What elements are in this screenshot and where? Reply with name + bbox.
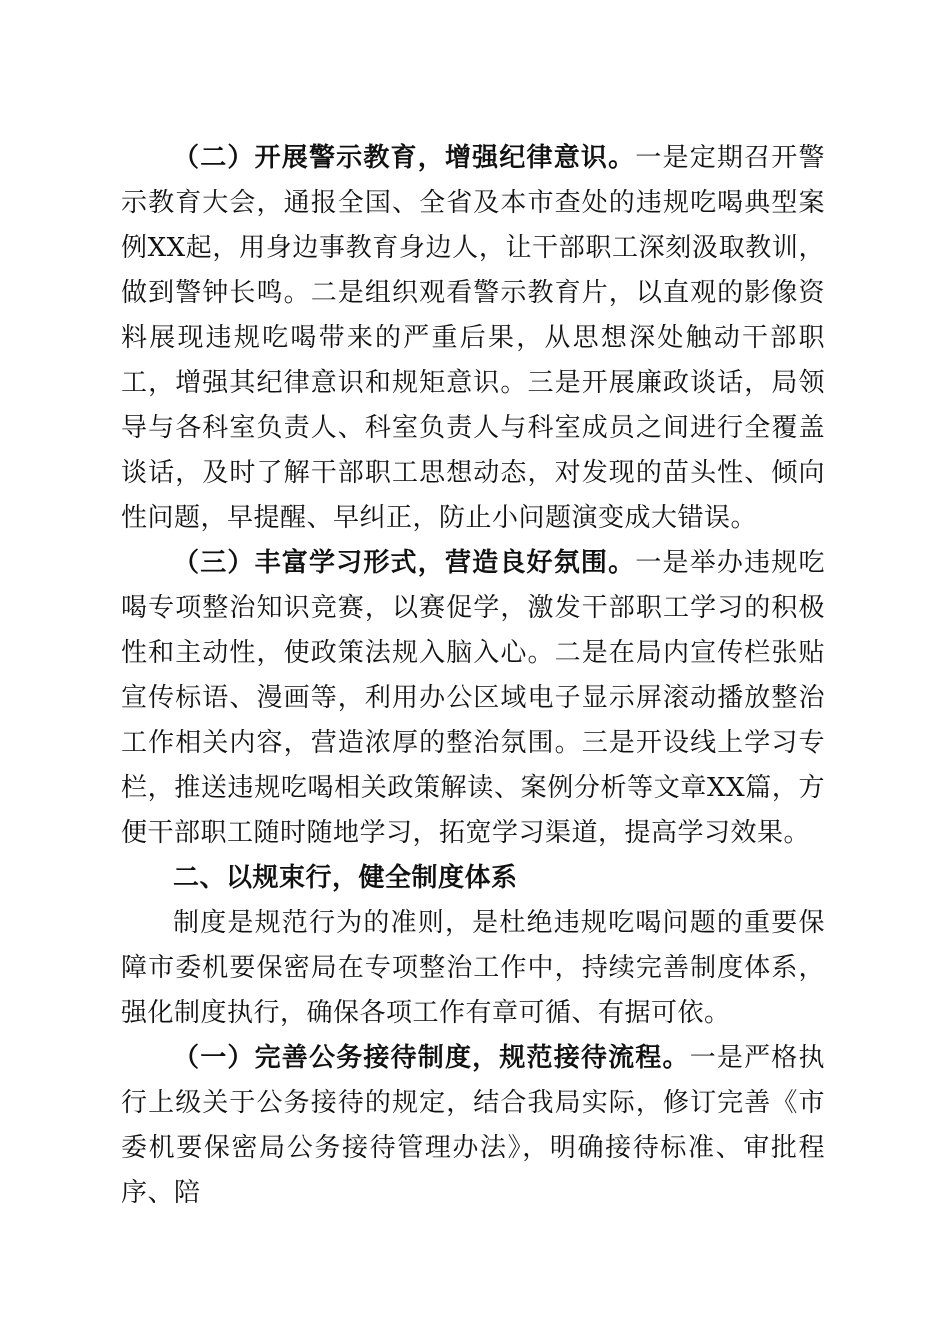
paragraph-learning-forms [121,541,825,856]
paragraph-warning-education [121,136,825,541]
section-heading: 二、以规束行，健全制度体系 [173,863,518,893]
paragraph-lead: （一）完善公务接待制度，规范接待流程。 [173,1043,690,1073]
paragraph-text: 一是定期召开警示教育大会，通报全国、全省及本市查处的违规吃喝典型案例XX起，用身边事教育身边人，让干部职工深刻汲取教训，做到警钟长鸣。二是组织观看警示教育片，以直观的影像资料展现违规吃喝带来的严重后果，从思想深处触动干部职工，增强其纪律意识和规矩意识。三是开展廉政谈话，局领导与各科室负责人、科室负责人与科室成员之间进行全覆盖谈话，及时了解干部职工思想动态，对发现的苗头性、倾向性问题，早提醒、早纠正，防止小问题演变成大错误。 [121,143,825,533]
section-intro-paragraph: 制度是规范行为的准则，是杜绝违规吃喝问题的重要保障市委机要保密局在专项整治工作中，持续完善制度体系，强化制度执行，确保各项工作有章可循、有据可依。 [121,908,825,1028]
paragraph-lead: （二）开展警示教育，增强纪律意识。 [173,143,636,173]
paragraph-lead: （三）丰富学习形式，营造良好氛围。 [173,548,636,578]
document-body [121,136,825,1216]
paragraph-text: 一是严格执行上级关于公务接待的规定，结合我局实际，修订完善《市委机要保密局公务接待管理办法》，明确接待标准、审批程序、陪 [121,1043,825,1208]
paragraph-text: 一是举办违规吃喝专项整治知识竞赛，以赛促学，激发干部职工学习的积极性和主动性，使政策法规入脑入心。二是在局内宣传栏张贴宣传标语、漫画等，利用办公区域电子显示屏滚动播放整治工作相关内容，营造浓厚的整治氛围。三是开设线上学习专栏，推送违规吃喝相关政策解读、案例分析等文章XX篇，方便干部职工随时随地学习，拓宽学习渠道，提高学习效果。 [121,548,825,848]
paragraph-reception-system [121,1036,825,1216]
